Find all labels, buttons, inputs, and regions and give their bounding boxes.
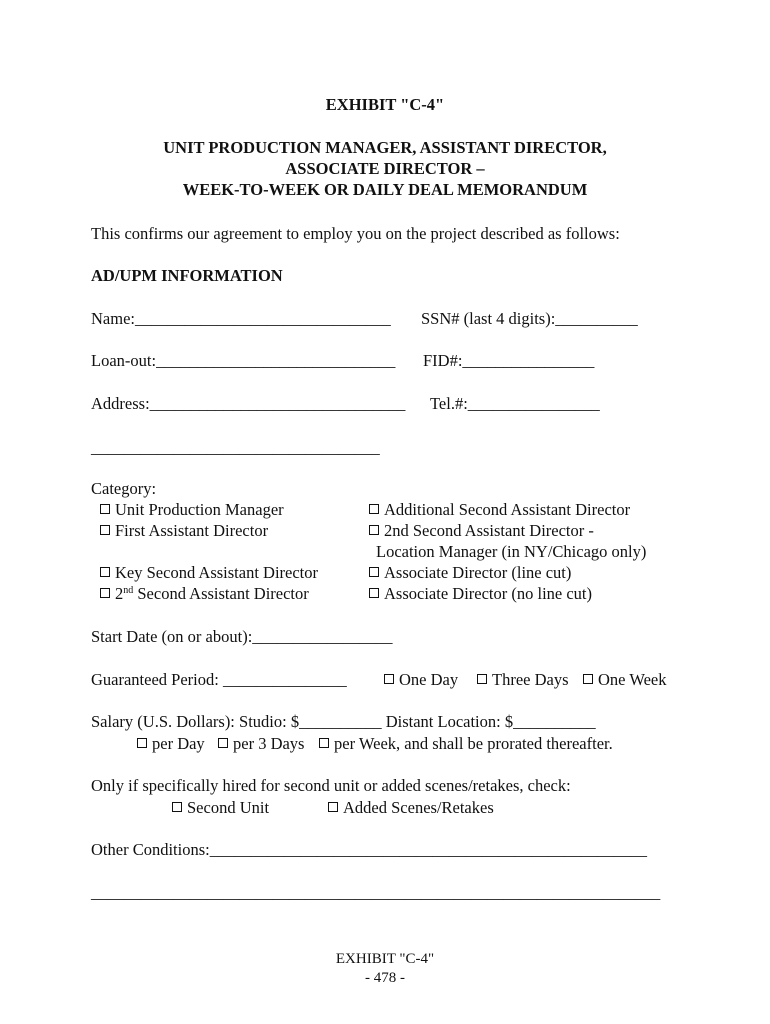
option-label: per Week, and shall be prorated thereafter.: [334, 734, 613, 753]
category-assoc-no-line-cut-option[interactable]: [369, 586, 592, 603]
loanout-field[interactable]: Loan-out:_____________________________: [91, 351, 396, 370]
page-number: - 478 -: [365, 970, 405, 986]
option-label: Three Days: [492, 670, 569, 689]
guaranteed-period-field[interactable]: Guaranteed Period: _______________: [91, 670, 347, 689]
checkbox-icon[interactable]: [369, 525, 379, 535]
category-assoc-line-cut-option[interactable]: [369, 565, 571, 582]
salary-per-day-option[interactable]: [137, 736, 205, 753]
guaranteed-one-day-option[interactable]: [384, 672, 458, 689]
checkbox-icon[interactable]: [218, 738, 228, 748]
checkbox-icon[interactable]: [137, 738, 147, 748]
guaranteed-one-week-option[interactable]: [583, 672, 666, 689]
checkbox-icon[interactable]: [384, 674, 394, 684]
option-label-number: 2: [115, 584, 124, 603]
address-field[interactable]: Address:_______________________________: [91, 394, 406, 413]
option-label: per 3 Days: [233, 734, 305, 753]
category-upm-option[interactable]: [100, 502, 284, 519]
salary-per-week-option[interactable]: [319, 736, 613, 753]
option-label: First Assistant Director: [115, 521, 269, 540]
checkbox-icon[interactable]: [100, 567, 110, 577]
category-second-second-ad-option[interactable]: [369, 523, 594, 540]
checkbox-icon[interactable]: [172, 802, 182, 812]
category-key-second-ad-option[interactable]: [100, 565, 318, 582]
option-label: Second Unit: [187, 798, 270, 817]
option-label: per Day: [152, 734, 205, 753]
ssn-field[interactable]: SSN# (last 4 digits):__________: [421, 309, 638, 328]
start-date-field[interactable]: Start Date (on or about):_________________: [91, 627, 393, 646]
second-unit-option[interactable]: [172, 800, 269, 817]
checkbox-icon[interactable]: [369, 504, 379, 514]
option-label: 2nd Second Assistant Director -: [384, 521, 594, 540]
option-label: Additional Second Assistant Director: [384, 500, 631, 519]
salary-per-3-days-option[interactable]: [218, 736, 304, 753]
salary-field[interactable]: Salary (U.S. Dollars): Studio: $__________ Distant Location: $__________: [91, 712, 596, 731]
category-label: Category:: [91, 479, 157, 498]
option-label-superscript: nd: [123, 585, 134, 596]
fid-field[interactable]: FID#:________________: [423, 351, 595, 370]
option-label: Associate Director (line cut): [384, 563, 572, 582]
checkbox-icon[interactable]: [319, 738, 329, 748]
option-label: One Day: [399, 670, 459, 689]
title-line-2: ASSOCIATE DIRECTOR –: [285, 159, 485, 178]
checkbox-icon[interactable]: [369, 588, 379, 598]
checkbox-icon[interactable]: [583, 674, 593, 684]
guaranteed-three-days-option[interactable]: [477, 672, 569, 689]
option-label: Second Assistant Director: [133, 584, 309, 603]
checkbox-icon[interactable]: [100, 525, 110, 535]
checkbox-icon[interactable]: [369, 567, 379, 577]
checkbox-icon[interactable]: [328, 802, 338, 812]
option-label: One Week: [598, 670, 667, 689]
title-line-1: UNIT PRODUCTION MANAGER, ASSISTANT DIRECTOR,: [163, 138, 607, 157]
other-conditions-line-2[interactable]: _____________________________________________________________________: [91, 883, 661, 902]
category-additional-second-ad-option[interactable]: [369, 502, 630, 519]
address-line-2-field[interactable]: ___________________________________: [91, 438, 380, 457]
other-conditions-field[interactable]: Other Conditions:_____________________________________________________: [91, 840, 647, 859]
added-scenes-option[interactable]: [328, 800, 494, 817]
option-label: Unit Production Manager: [115, 500, 284, 519]
footer-exhibit: EXHIBIT "C-4": [335, 951, 435, 967]
name-field[interactable]: Name:_______________________________: [91, 309, 391, 328]
checkbox-icon[interactable]: [477, 674, 487, 684]
category-second-ad-option[interactable]: [100, 586, 309, 603]
checkbox-icon[interactable]: [100, 588, 110, 598]
intro-text: This confirms our agreement to employ you on the project described as follows:: [91, 224, 620, 243]
option-label: Key Second Assistant Director: [115, 563, 319, 582]
second-unit-prompt: Only if specifically hired for second unit or added scenes/retakes, check:: [91, 776, 571, 795]
title-line-3: WEEK-TO-WEEK OR DAILY DEAL MEMORANDUM: [182, 180, 588, 199]
checkbox-icon[interactable]: [100, 504, 110, 514]
option-label: Associate Director (no line cut): [384, 584, 593, 603]
exhibit-heading: EXHIBIT "C-4": [325, 95, 445, 114]
location-manager-label: Location Manager (in NY/Chicago only): [376, 542, 647, 561]
category-first-ad-option[interactable]: [100, 523, 268, 540]
option-label: Added Scenes/Retakes: [343, 798, 494, 817]
tel-field[interactable]: Tel.#:________________: [430, 394, 600, 413]
section-heading: AD/UPM INFORMATION: [91, 266, 283, 285]
